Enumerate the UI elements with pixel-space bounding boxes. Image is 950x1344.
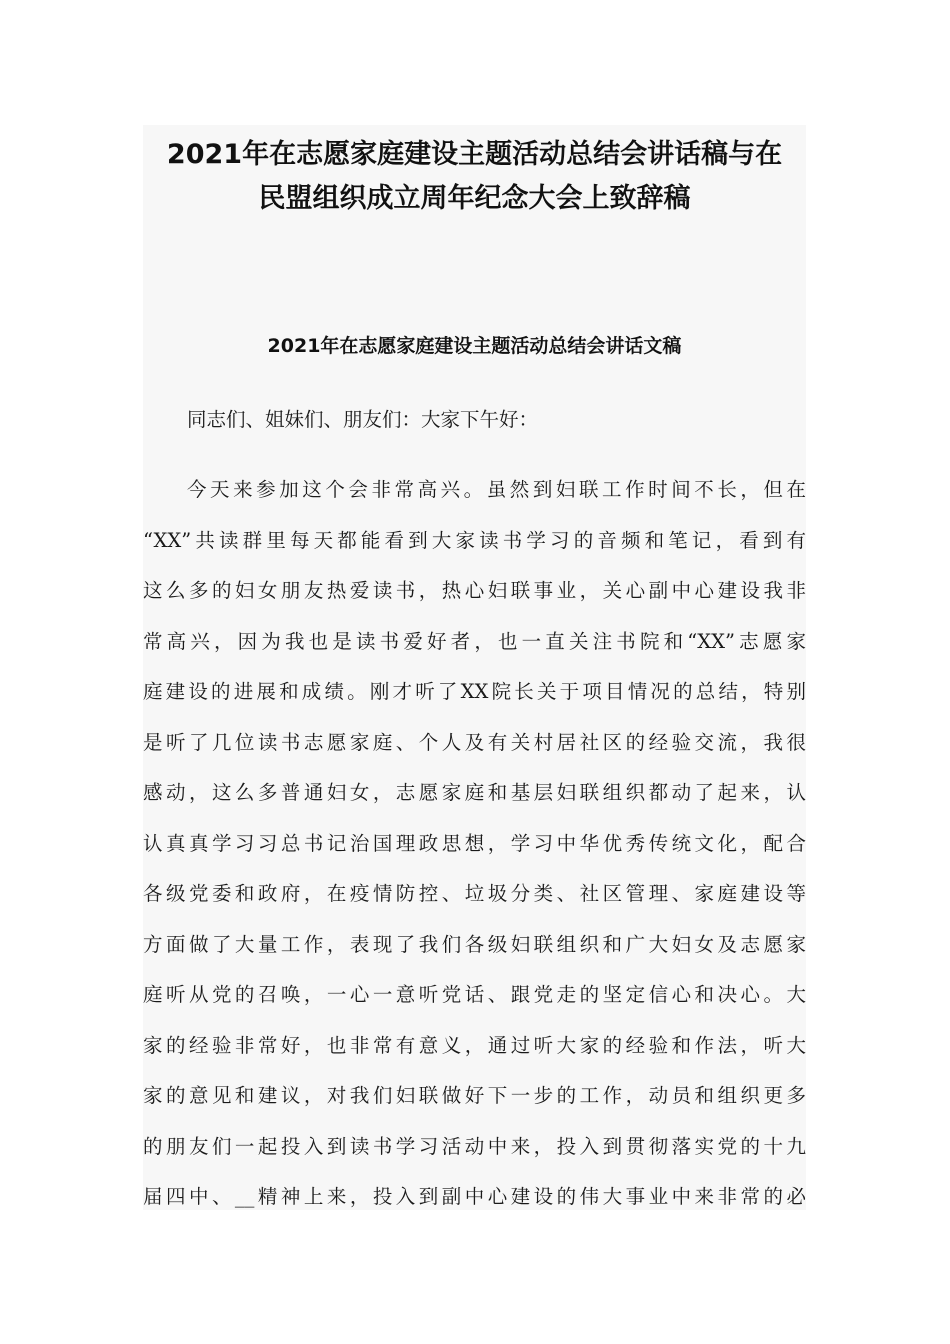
paragraph-line: 感动，这么多普通妇女，志愿家庭和基层妇联组织都动了起来，认 xyxy=(143,781,806,804)
paragraph-line: 各级党委和政府，在疫情防控、垃圾分类、社区管理、家庭建设等 xyxy=(143,882,806,905)
paragraph-line: 这么多的妇女朋友热爱读书，热心妇联事业，关心副中心建设我非 xyxy=(143,579,806,602)
paragraph-line: 方面做了大量工作，表现了我们各级妇联组织和广大妇女及志愿家 xyxy=(143,932,806,956)
paragraph-line: 家的意见和建议，对我们妇联做好下一步的工作，动员和组织更多 xyxy=(143,1084,806,1107)
section-title: 2021年在志愿家庭建设主题活动总结会讲话文稿 xyxy=(267,335,682,357)
paragraph-line: 认真真学习习总书记治国理政思想，学习中华优秀传统文化，配合 xyxy=(143,831,806,855)
document-title-line-2: 民盟组织成立周年纪念大会上致辞稿 xyxy=(258,183,691,214)
salutation-text: 同志们、姐妹们、朋友们：大家下午好： xyxy=(187,408,539,431)
paragraph-line: 的朋友们一起投入到读书学习活动中来，投入到贯彻落实党的十九 xyxy=(143,1134,806,1158)
document-title xyxy=(143,133,806,221)
paragraph-line: 是听了几位读书志愿家庭、个人及有关村居社区的经验交流，我很 xyxy=(143,730,806,754)
paragraph-line: 庭建设的进展和成绩。刚才听了XX院长关于项目情况的总结，特别 xyxy=(143,680,806,703)
paragraph-line: 家的经验非常好，也非常有意义，通过听大家的经验和作法，听大 xyxy=(143,1033,806,1057)
paragraph-line: “XX”共读群里每天都能看到大家读书学习的音频和笔记，看到有 xyxy=(143,528,806,552)
paragraph-line: 今天来参加这个会非常高兴。虽然到妇联工作时间不长，但在 xyxy=(187,478,806,501)
document-title-line-1: 2021年在志愿家庭建设主题活动总结会讲话稿与在 xyxy=(166,139,783,170)
document-page xyxy=(143,125,806,1210)
paragraph-line: 届四中、__精神上来，投入到副中心建设的伟大事业中来非常的必 xyxy=(143,1185,806,1208)
salutation xyxy=(143,395,806,446)
paragraph-line: 常高兴，因为我也是读书爱好者，也一直关注书院和“XX”志愿家 xyxy=(143,629,806,653)
paragraph-1 xyxy=(143,465,806,1210)
paragraph-line: 庭听从党的召唤，一心一意听党话、跟党走的坚定信心和决心。大 xyxy=(143,983,806,1006)
